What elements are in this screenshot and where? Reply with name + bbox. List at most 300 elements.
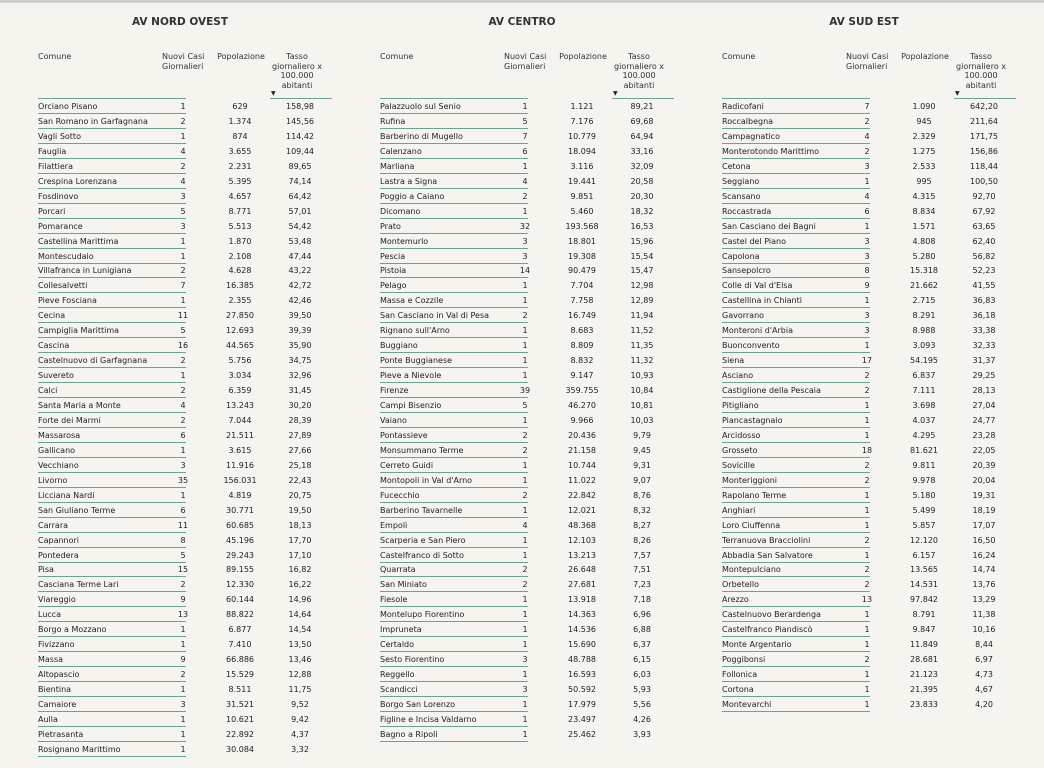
cell-popolazione: 13.565 (910, 565, 938, 575)
cell-nuovi-casi: 2 (180, 266, 186, 276)
cell-popolazione: 13.243 (226, 401, 254, 410)
cell-comune: Scandicci (380, 683, 528, 697)
cell-nuovi-casi: 1 (864, 430, 870, 440)
cell-nuovi-casi: 1 (864, 221, 870, 231)
table-row (14, 713, 346, 728)
header-comune[interactable]: Comune (380, 52, 414, 61)
sort-column-underline (954, 98, 1016, 99)
cell-popolazione: 5.180 (912, 490, 936, 500)
cell-popolazione: 18.094 (568, 146, 596, 156)
cell-tasso: 8,26 (633, 535, 651, 545)
table-row (14, 354, 346, 369)
cell-popolazione: 4.295 (912, 430, 936, 440)
table-row (698, 205, 1030, 220)
cell-popolazione: 9.978 (912, 475, 936, 485)
sort-descending-icon[interactable]: ▼ (613, 90, 618, 97)
cell-tasso: 64,42 (288, 191, 312, 201)
cell-popolazione: 8.988 (912, 326, 936, 336)
cell-popolazione: 8.791 (912, 610, 936, 620)
table-row (14, 683, 346, 698)
cell-nuovi-casi: 2 (864, 565, 870, 575)
table-row (356, 399, 688, 414)
table-row (14, 115, 346, 130)
cell-popolazione: 60.144 (226, 595, 254, 605)
table-row (698, 160, 1030, 175)
cell-nuovi-casi: 1 (864, 415, 870, 425)
table-row (14, 399, 346, 414)
cell-tasso: 43,22 (288, 266, 312, 276)
table-row (698, 698, 1030, 713)
table-row (14, 264, 346, 279)
header-tasso[interactable]: Tasso giornaliero x 100.000 abitanti (272, 52, 322, 90)
header-comune[interactable]: Comune (38, 52, 72, 61)
header-popolazione[interactable]: Popolazione (217, 52, 265, 61)
cell-comune: Terranuova Bracciolini (722, 534, 870, 548)
cell-popolazione: 7.758 (570, 296, 594, 306)
table-row (14, 205, 346, 220)
cell-popolazione: 945 (916, 116, 932, 126)
cell-tasso: 9,31 (633, 460, 651, 470)
cell-comune: Sansepolcro (722, 264, 870, 278)
cell-popolazione: 15.529 (226, 670, 254, 680)
cell-comune: Fucecchio (380, 489, 528, 503)
cell-nuovi-casi: 2 (522, 580, 528, 590)
cell-comune: Massa (38, 653, 186, 667)
cell-nuovi-casi: 1 (522, 102, 528, 111)
cell-nuovi-casi: 1 (180, 236, 186, 246)
table-row (14, 623, 346, 638)
cell-comune: San Miniato (380, 578, 528, 592)
cell-popolazione: 15.318 (910, 266, 938, 276)
cell-nuovi-casi: 1 (522, 341, 528, 351)
cell-comune: Altopascio (38, 668, 186, 682)
cell-comune: Villafranca in Lunigiana (38, 264, 186, 278)
cell-tasso: 27,04 (972, 401, 996, 410)
cell-tasso: 20,30 (630, 191, 654, 201)
cell-nuovi-casi: 9 (180, 595, 186, 605)
table-row (356, 205, 688, 220)
cell-nuovi-casi: 4 (522, 176, 528, 186)
cell-nuovi-casi: 1 (864, 670, 870, 680)
cell-tasso: 27,89 (288, 430, 312, 440)
cell-tasso: 18,13 (288, 520, 312, 530)
cell-nuovi-casi: 2 (864, 146, 870, 156)
table-row (698, 339, 1030, 354)
header-popolazione[interactable]: Popolazione (901, 52, 949, 61)
cell-popolazione: 50.592 (568, 685, 596, 695)
cell-popolazione: 54.195 (910, 356, 938, 366)
cell-tasso: 4,20 (975, 700, 993, 709)
table-row (698, 653, 1030, 668)
cell-tasso: 42,46 (288, 296, 312, 306)
cell-popolazione: 5.280 (912, 251, 936, 261)
cell-tasso: 14,74 (972, 565, 996, 575)
cell-popolazione: 4.819 (228, 490, 252, 500)
table-row (698, 175, 1030, 190)
cell-tasso: 14,64 (288, 610, 312, 620)
cell-tasso: 16,22 (288, 580, 312, 590)
cell-nuovi-casi: 1 (180, 131, 186, 141)
header-tasso[interactable]: Tasso giornaliero x 100.000 abitanti (614, 52, 664, 90)
cell-popolazione: 1.374 (228, 116, 252, 126)
cell-nuovi-casi: 2 (180, 580, 186, 590)
cell-comune: Pomarance (38, 220, 186, 234)
cell-tasso: 12,89 (630, 296, 654, 306)
table-row (698, 638, 1030, 653)
cell-tasso: 17,10 (288, 550, 312, 560)
cell-nuovi-casi: 15 (177, 565, 189, 575)
cell-comune: Roccastrada (722, 205, 870, 219)
cell-popolazione: 8.834 (912, 206, 936, 216)
cell-comune: Fivizzano (38, 638, 186, 652)
cell-nuovi-casi: 4 (522, 520, 528, 530)
cell-nuovi-casi: 2 (864, 655, 870, 665)
cell-popolazione: 5.395 (228, 176, 252, 186)
cell-tasso: 69,68 (630, 116, 654, 126)
cell-nuovi-casi: 3 (522, 685, 528, 695)
cell-nuovi-casi: 2 (522, 565, 528, 575)
cell-tasso: 6,03 (633, 670, 651, 680)
cell-popolazione: 46.270 (568, 401, 596, 410)
cell-popolazione: 6.359 (228, 386, 252, 396)
table-row (14, 130, 346, 145)
cell-comune: Viareggio (38, 593, 186, 607)
cell-tasso: 57,01 (288, 206, 312, 216)
table-row (356, 220, 688, 235)
cell-nuovi-casi: 5 (522, 116, 528, 126)
cell-tasso: 9,52 (291, 700, 309, 709)
header-underline (38, 98, 186, 99)
cell-popolazione: 9.847 (912, 625, 936, 635)
cell-comune: Roccalbegna (722, 115, 870, 129)
cell-tasso: 211,64 (970, 116, 998, 126)
cell-tasso: 14,96 (288, 595, 312, 605)
table-row (698, 235, 1030, 250)
table-row (14, 250, 346, 265)
cell-tasso: 642,20 (970, 102, 998, 111)
cell-comune: Sesto Fiorentino (380, 653, 528, 667)
cell-nuovi-casi: 1 (522, 625, 528, 635)
cell-tasso: 7,23 (633, 580, 651, 590)
table-row (14, 235, 346, 250)
cell-tasso: 89,21 (630, 102, 654, 111)
cell-tasso: 14,54 (288, 625, 312, 635)
cell-tasso: 31,37 (972, 356, 996, 366)
cell-comune: Bientina (38, 683, 186, 697)
cell-nuovi-casi: 1 (180, 625, 186, 635)
cell-popolazione: 3.116 (570, 161, 594, 171)
cell-popolazione: 3.615 (228, 445, 252, 455)
cell-popolazione: 2.108 (228, 251, 252, 261)
cell-tasso: 11,35 (630, 341, 654, 351)
cell-popolazione: 6.877 (228, 625, 252, 635)
cell-popolazione: 12.021 (568, 505, 596, 515)
cell-tasso: 30,20 (288, 401, 312, 410)
cell-tasso: 11,75 (288, 685, 312, 695)
cell-nuovi-casi: 1 (522, 356, 528, 366)
cell-popolazione: 60.685 (226, 520, 254, 530)
panel-1 (356, 14, 688, 764)
cell-popolazione: 14.363 (568, 610, 596, 620)
cell-comune: Castel del Piano (722, 235, 870, 249)
cell-popolazione: 4.657 (228, 191, 252, 201)
cell-tasso: 29,25 (972, 371, 996, 381)
cell-comune: Calenzano (380, 145, 528, 159)
cell-nuovi-casi: 1 (522, 326, 528, 336)
cell-comune: Castelfranco di Sotto (380, 549, 528, 563)
cell-comune: Montemurlo (380, 235, 528, 249)
table-row (356, 414, 688, 429)
cell-comune: Fosdinovo (38, 190, 186, 204)
header-tasso[interactable]: Tasso giornaliero x 100.000 abitanti (956, 52, 1006, 90)
cell-comune: Radicofani (722, 100, 870, 114)
cell-popolazione: 9.811 (912, 460, 936, 470)
table-row (698, 563, 1030, 578)
cell-tasso: 145,56 (286, 116, 314, 126)
cell-nuovi-casi: 3 (522, 655, 528, 665)
table-row (14, 190, 346, 205)
cell-tasso: 3,32 (291, 744, 309, 754)
cell-nuovi-casi: 1 (180, 445, 186, 455)
cell-comune: Bagno a Ripoli (380, 728, 528, 742)
cell-tasso: 53,48 (288, 236, 312, 246)
cell-nuovi-casi: 1 (864, 401, 870, 410)
table-row (356, 563, 688, 578)
cell-tasso: 7,57 (633, 550, 651, 560)
cell-nuovi-casi: 32 (519, 221, 531, 231)
table-row (14, 743, 346, 758)
table-row (356, 593, 688, 608)
cell-popolazione: 5.460 (570, 206, 594, 216)
cell-popolazione: 18.801 (568, 236, 596, 246)
table-row (698, 264, 1030, 279)
cell-tasso: 74,14 (288, 176, 312, 186)
table-row (356, 459, 688, 474)
cell-popolazione: 22.842 (568, 490, 596, 500)
cell-tasso: 11,32 (630, 356, 654, 366)
cell-popolazione: 2.715 (912, 296, 936, 306)
cell-nuovi-casi: 8 (180, 535, 186, 545)
cell-comune: Rufina (380, 115, 528, 129)
table-row (356, 175, 688, 190)
cell-comune: Montevarchi (722, 698, 870, 712)
cell-nuovi-casi: 1 (864, 296, 870, 306)
cell-popolazione: 4.628 (228, 266, 252, 276)
sort-column-underline (612, 98, 674, 99)
table-row (356, 683, 688, 698)
table-row (698, 384, 1030, 399)
cell-comune: San Casciano dei Bagni (722, 220, 870, 234)
cell-nuovi-casi: 1 (522, 535, 528, 545)
cell-comune: Montelupo Fiorentino (380, 608, 528, 622)
cell-nuovi-casi: 4 (180, 176, 186, 186)
cell-popolazione: 21.511 (226, 430, 254, 440)
table-row (14, 145, 346, 160)
cell-popolazione: 13.918 (568, 595, 596, 605)
cell-popolazione: 30.084 (226, 744, 254, 754)
cell-nuovi-casi: 7 (522, 131, 528, 141)
table-row (698, 130, 1030, 145)
cell-nuovi-casi: 1 (180, 251, 186, 261)
cell-comune: Siena (722, 354, 870, 368)
cell-nuovi-casi: 5 (180, 326, 186, 336)
cell-popolazione: 15.690 (568, 640, 596, 650)
cell-nuovi-casi: 4 (864, 191, 870, 201)
cell-tasso: 6,96 (633, 610, 651, 620)
cell-popolazione: 90.479 (568, 266, 596, 276)
cell-popolazione: 11.916 (226, 460, 254, 470)
cell-nuovi-casi: 13 (861, 595, 873, 605)
cell-popolazione: 21.662 (910, 281, 938, 291)
cell-nuovi-casi: 6 (522, 146, 528, 156)
cell-tasso: 4,26 (633, 714, 651, 724)
cell-nuovi-casi: 3 (864, 251, 870, 261)
cell-popolazione: 22.892 (226, 729, 254, 739)
cell-nuovi-casi: 2 (522, 445, 528, 455)
cell-comune: Barberino Tavarnelle (380, 504, 528, 518)
table-row (356, 294, 688, 309)
cell-nuovi-casi: 14 (519, 266, 531, 276)
cell-comune: Arezzo (722, 593, 870, 607)
cell-comune: San Casciano in Val di Pesa (380, 309, 528, 323)
cell-nuovi-casi: 1 (522, 640, 528, 650)
cell-comune: Pontedera (38, 549, 186, 563)
table-row (14, 369, 346, 384)
cell-comune: Vaiano (380, 414, 528, 428)
cell-popolazione: 4.808 (912, 236, 936, 246)
cell-comune: Pitigliano (722, 399, 870, 413)
sort-descending-icon[interactable]: ▼ (271, 90, 276, 97)
cell-nuovi-casi: 1 (522, 670, 528, 680)
cell-tasso: 19,50 (288, 505, 312, 515)
cell-popolazione: 6.157 (912, 550, 936, 560)
cell-nuovi-casi: 13 (177, 610, 189, 620)
cell-tasso: 17,07 (972, 520, 996, 530)
table-row (14, 279, 346, 294)
table-row (14, 339, 346, 354)
cell-popolazione: 8.809 (570, 341, 594, 351)
cell-tasso: 64,94 (630, 131, 654, 141)
cell-popolazione: 14.536 (568, 625, 596, 635)
cell-nuovi-casi: 1 (180, 729, 186, 739)
table-row (698, 593, 1030, 608)
cell-nuovi-casi: 3 (864, 236, 870, 246)
table-row (698, 578, 1030, 593)
cell-tasso: 32,33 (972, 341, 996, 351)
cell-tasso: 27,66 (288, 445, 312, 455)
cell-comune: Forte dei Marmi (38, 414, 186, 428)
cell-comune: Colle di Val d'Elsa (722, 279, 870, 293)
table-row (356, 279, 688, 294)
table-row (356, 534, 688, 549)
cell-popolazione: 7.410 (228, 640, 252, 650)
cell-tasso: 4,37 (291, 729, 309, 739)
cell-nuovi-casi: 2 (180, 386, 186, 396)
cell-tasso: 19,31 (972, 490, 996, 500)
cell-tasso: 28,13 (972, 386, 996, 396)
cell-tasso: 10,16 (972, 625, 996, 635)
cell-tasso: 33,38 (972, 326, 996, 336)
cell-comune: Campagnatico (722, 130, 870, 144)
table-row (14, 220, 346, 235)
table-row (698, 220, 1030, 235)
cell-comune: Orciano Pisano (38, 100, 186, 114)
cell-comune: Santa Maria a Monte (38, 399, 186, 413)
table-row (698, 534, 1030, 549)
table-row (14, 728, 346, 743)
header-comune[interactable]: Comune (722, 52, 756, 61)
cell-tasso: 20,39 (972, 460, 996, 470)
cell-nuovi-casi: 2 (864, 386, 870, 396)
table-row (698, 504, 1030, 519)
cell-nuovi-casi: 11 (177, 520, 189, 530)
cell-popolazione: 14.531 (910, 580, 938, 590)
cell-comune: Grosseto (722, 444, 870, 458)
cell-tasso: 13,76 (972, 580, 996, 590)
table-row (356, 519, 688, 534)
cell-nuovi-casi: 16 (177, 341, 189, 351)
cell-popolazione: 28.681 (910, 655, 938, 665)
sort-descending-icon[interactable]: ▼ (955, 90, 960, 97)
cell-comune: Loro Ciuffenna (722, 519, 870, 533)
cell-nuovi-casi: 1 (522, 505, 528, 515)
cell-nuovi-casi: 1 (522, 371, 528, 381)
cell-popolazione: 89.155 (226, 565, 254, 575)
table-row (14, 309, 346, 324)
cell-tasso: 10,03 (630, 415, 654, 425)
cell-comune: Capolona (722, 250, 870, 264)
header-popolazione[interactable]: Popolazione (559, 52, 607, 61)
cell-tasso: 3,93 (633, 729, 651, 739)
cell-nuovi-casi: 2 (864, 371, 870, 381)
table-row (698, 668, 1030, 683)
cell-tasso: 31,45 (288, 386, 312, 396)
cell-comune: Cerreto Guidi (380, 459, 528, 473)
cell-comune: Monsummano Terme (380, 444, 528, 458)
cell-nuovi-casi: 1 (522, 206, 528, 216)
cell-comune: Seggiano (722, 175, 870, 189)
cell-tasso: 13,46 (288, 655, 312, 665)
cell-popolazione: 19.308 (568, 251, 596, 261)
cell-comune: Vecchiano (38, 459, 186, 473)
cell-nuovi-casi: 1 (180, 490, 186, 500)
cell-comune: Calci (38, 384, 186, 398)
header-nuovi-casi[interactable]: Nuovi Casi Giornalieri (162, 52, 205, 71)
header-nuovi-casi[interactable]: Nuovi Casi Giornalieri (846, 52, 889, 71)
cell-nuovi-casi: 4 (864, 131, 870, 141)
cell-nuovi-casi: 1 (864, 640, 870, 650)
header-nuovi-casi[interactable]: Nuovi Casi Giornalieri (504, 52, 547, 71)
cell-nuovi-casi: 2 (180, 356, 186, 366)
cell-nuovi-casi: 1 (522, 550, 528, 560)
cell-comune: Pieve Fosciana (38, 294, 186, 308)
table-row (698, 279, 1030, 294)
table-row (698, 354, 1030, 369)
cell-comune: Castellina Marittima (38, 235, 186, 249)
cell-nuovi-casi: 5 (180, 550, 186, 560)
sort-column-underline (270, 98, 332, 99)
cell-popolazione: 4.037 (912, 415, 936, 425)
cell-nuovi-casi: 3 (864, 311, 870, 321)
cell-tasso: 8,76 (633, 490, 651, 500)
table-row (14, 504, 346, 519)
table-row (14, 294, 346, 309)
cell-tasso: 23,28 (972, 430, 996, 440)
cell-popolazione: 2.231 (228, 161, 252, 171)
table-row (356, 324, 688, 339)
cell-comune: Sovicille (722, 459, 870, 473)
cell-nuovi-casi: 3 (180, 191, 186, 201)
